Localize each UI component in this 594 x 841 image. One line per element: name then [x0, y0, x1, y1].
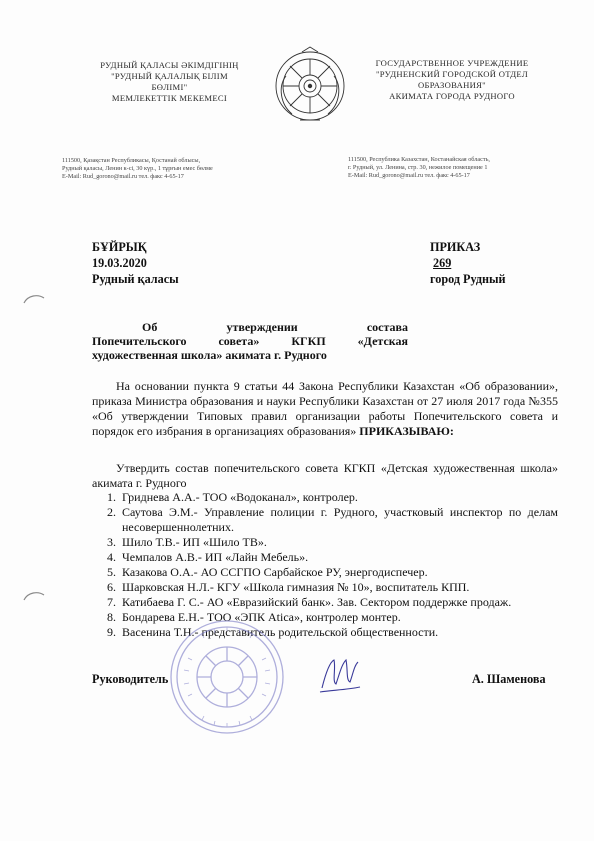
- order-type-kz: БҰЙРЫҚ: [92, 240, 147, 254]
- list-item: [92, 505, 558, 535]
- list-item: [92, 595, 558, 610]
- list-item: [92, 550, 558, 565]
- decree-word: ПРИКАЗЫВАЮ:: [359, 424, 454, 438]
- header-left-line: "РУДНЫЙ ҚАЛАЛЫҚ БІЛІМ: [111, 71, 228, 81]
- list-item: [92, 610, 558, 625]
- list-text: Чемпалов А.В.- ИП «Лайн Мебель».: [122, 550, 309, 564]
- signatory-name: А. Шаменова: [472, 672, 546, 686]
- list-text: Шило Т.В.- ИП «Шило ТВ».: [122, 535, 267, 549]
- list-text: Бондарева Е.Н.- ТОО «ЭПК Atica», контролер монтер.: [122, 610, 401, 624]
- preamble-text: На основании пункта 9 статьи 44 Закона Республики Казахстан «Об образовании», приказа Министра образования и науки Республики Казахстан от 27 июля 2017 года №355 «Об утверждении Типовых правил организации работы Попечительского совета и порядок его избрания в организациях образования»: [92, 379, 558, 438]
- header-left-kz: [62, 60, 277, 104]
- address-left-line: Рудный қаласы, Ленин к-сі, 30 күр., 1 тұрғын емес бөлме: [62, 165, 213, 172]
- header-right-line: "РУДНЕНСКИЙ ГОРОДСКОЙ ОТДЕЛ: [376, 69, 528, 79]
- header-right-line: АКИМАТА ГОРОДА РУДНОГО: [389, 91, 515, 101]
- order-city-ru: город Рудный: [430, 272, 506, 286]
- list-text: Катибаева Г. С.- АО «Евразийский банк». Зав. Сектором поддержке продаж.: [122, 595, 512, 609]
- signatory-title: Руководитель: [92, 672, 169, 686]
- punch-hole-icon: [22, 590, 46, 602]
- order-city-kz: Рудный қаласы: [92, 272, 179, 286]
- list-number: 5.: [107, 565, 116, 579]
- list-item: [92, 565, 558, 580]
- official-stamp-icon: [168, 618, 286, 736]
- list-text: Гриднева А.А.- ТОО «Водоканал», контролер.: [122, 490, 358, 504]
- address-left-line: 111500, Қазақстан Республикасы, Қостанай облысы,: [62, 157, 201, 164]
- subject-word: утверждении: [226, 320, 298, 334]
- address-right: [348, 156, 558, 180]
- list-number: 9.: [107, 625, 116, 639]
- list-text: Казакова О.А.- АО ССГПО Сарбайское РУ, энергодиспечер.: [122, 565, 428, 579]
- order-number: 269: [433, 256, 452, 270]
- list-text: Васенина Т.Н.- представитель родительской общественности.: [122, 625, 439, 639]
- order-subject: [92, 320, 408, 362]
- address-left-line: E-Mail: Rud_gorono@mail.ru тел. факс 4-65-17: [62, 173, 184, 180]
- subject-word: состава: [366, 320, 408, 334]
- subject-line: Попечительского совета» КГКП «Детская: [92, 334, 408, 348]
- list-number: 3.: [107, 535, 116, 549]
- kazakhstan-emblem-icon: [272, 46, 348, 126]
- list-item: [92, 580, 558, 595]
- list-text: Саутова Э.М.- Управление полиции г. Рудного, участковый инспектор по делам несовершеннолетних.: [122, 505, 558, 534]
- list-item: [92, 490, 558, 505]
- list-text: Шарковская Н.Л.- КГУ «Школа гимназия № 10», воспитатель КПП.: [122, 580, 470, 594]
- subject-line: [92, 320, 408, 334]
- list-item: [92, 625, 558, 640]
- header-right-line: ОБРАЗОВАНИЯ": [418, 80, 486, 90]
- address-right-line: E-Mail: Rud_gorono@mail.ru тел. факс 4-65-17: [348, 172, 470, 179]
- address-left: [62, 157, 277, 181]
- subject-word: Об: [142, 320, 158, 334]
- list-number: 4.: [107, 550, 116, 564]
- preamble-paragraph: [92, 379, 558, 439]
- list-number: 6.: [107, 580, 116, 594]
- list-number: 1.: [107, 490, 116, 504]
- list-number: 7.: [107, 595, 116, 609]
- address-right-line: г. Рудный, ул. Ленина, стр. 30, нежилое помещение 1: [348, 164, 488, 171]
- header-left-line: БӨЛІМІ": [151, 82, 188, 92]
- address-right-line: 111500, Республика Казахстан, Костанайская область,: [348, 156, 490, 163]
- members-list: [92, 490, 558, 640]
- handwritten-signature-icon: [316, 654, 362, 696]
- order-date: 19.03.2020: [92, 256, 147, 270]
- list-number: 8.: [107, 610, 116, 624]
- header-right-line: ГОСУДАРСТВЕННОЕ УЧРЕЖДЕНИЕ: [375, 58, 529, 68]
- order-type-ru: ПРИКАЗ: [430, 240, 481, 254]
- subject-line: художественная школа» акимата г. Рудного: [92, 348, 327, 362]
- header-right-ru: [352, 58, 552, 102]
- header-left-line: МЕМЛЕКЕТТІК МЕКЕМЕСІ: [111, 93, 228, 103]
- punch-hole-icon: [22, 293, 46, 305]
- list-number: 2.: [107, 505, 116, 519]
- header-left-line: РУДНЫЙ ҚАЛАСЫ ӘКІМДІГІНІҢ: [100, 60, 239, 70]
- list-item: [92, 535, 558, 550]
- approve-paragraph: Утвердить состав попечительского совета КГКП «Детская художественная школа» акимата г. Рудного: [92, 461, 558, 490]
